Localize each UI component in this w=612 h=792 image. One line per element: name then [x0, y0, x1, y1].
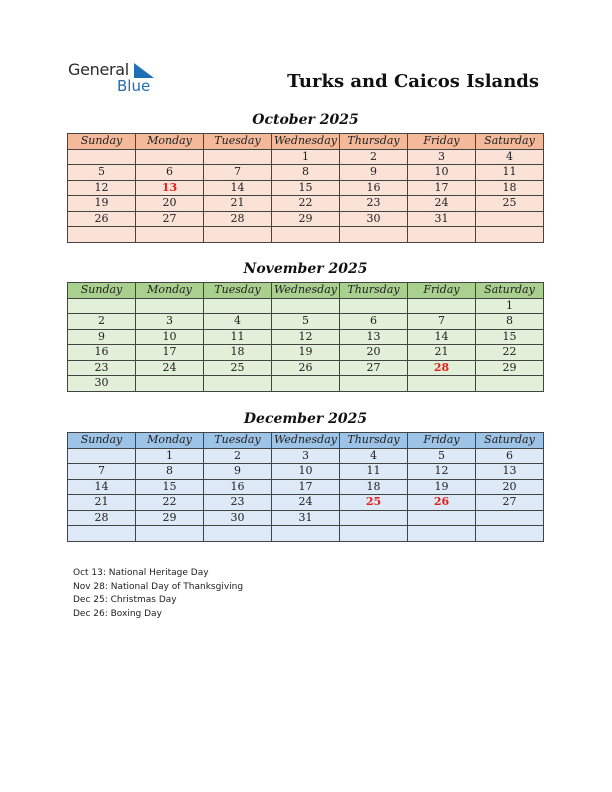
month-title-november: November 2025	[243, 261, 368, 277]
day-cell: 5	[408, 448, 476, 464]
empty-day-cell	[204, 376, 272, 392]
day-cell: 29	[476, 360, 544, 376]
empty-day-cell	[68, 526, 136, 542]
weekday-header: Friday	[408, 433, 476, 449]
weekday-header: Saturday	[476, 134, 544, 150]
weekday-header: Sunday	[68, 283, 136, 299]
empty-day-cell	[68, 149, 136, 165]
day-cell: 10	[136, 329, 204, 345]
weekday-header-row	[68, 433, 544, 449]
day-cell: 21	[68, 495, 136, 511]
day-cell: 26	[408, 495, 476, 511]
empty-day-cell	[408, 510, 476, 526]
weekday-header: Monday	[136, 134, 204, 150]
empty-day-cell	[476, 526, 544, 542]
day-cell: 21	[408, 345, 476, 361]
month-title-december: December 2025	[243, 411, 368, 427]
day-cell: 8	[136, 464, 204, 480]
day-cell: 26	[272, 360, 340, 376]
week-row	[68, 495, 544, 511]
holiday-note: Dec 25: Christmas Day	[73, 595, 177, 606]
holiday-note: Nov 28: National Day of Thanksgiving	[73, 581, 244, 592]
day-cell: 31	[408, 211, 476, 227]
day-cell: 2	[204, 448, 272, 464]
week-row	[68, 149, 544, 165]
day-cell: 23	[204, 495, 272, 511]
day-cell: 1	[136, 448, 204, 464]
day-cell: 11	[340, 464, 408, 480]
empty-day-cell	[476, 211, 544, 227]
week-row	[68, 526, 544, 542]
day-cell: 29	[136, 510, 204, 526]
weekday-header-row	[68, 134, 544, 150]
calendar-november	[67, 282, 544, 392]
weekday-header: Wednesday	[272, 134, 340, 150]
week-row	[68, 329, 544, 345]
empty-day-cell	[476, 376, 544, 392]
holiday-notes	[73, 567, 243, 621]
empty-day-cell	[272, 298, 340, 314]
day-cell: 8	[272, 165, 340, 181]
day-cell: 24	[408, 196, 476, 212]
week-row	[68, 180, 544, 196]
day-cell: 17	[136, 345, 204, 361]
weekday-header: Monday	[136, 283, 204, 299]
empty-day-cell	[68, 448, 136, 464]
day-cell: 12	[68, 180, 136, 196]
logo	[68, 60, 168, 96]
day-cell: 24	[272, 495, 340, 511]
day-cell: 19	[272, 345, 340, 361]
day-cell: 20	[476, 479, 544, 495]
day-cell: 10	[272, 464, 340, 480]
empty-day-cell	[408, 227, 476, 243]
day-cell: 23	[340, 196, 408, 212]
empty-day-cell	[68, 298, 136, 314]
day-cell: 25	[476, 196, 544, 212]
day-cell: 1	[476, 298, 544, 314]
holiday-note: Oct 13: National Heritage Day	[73, 568, 209, 578]
page-title: Turks and Caicos Islands	[287, 71, 539, 92]
empty-day-cell	[340, 376, 408, 392]
week-row	[68, 360, 544, 376]
weekday-header: Wednesday	[272, 283, 340, 299]
weekday-header: Thursday	[340, 134, 408, 150]
day-cell: 6	[340, 314, 408, 330]
day-cell: 4	[476, 149, 544, 165]
weekday-header: Tuesday	[204, 134, 272, 150]
day-cell: 13	[476, 464, 544, 480]
day-cell: 22	[272, 196, 340, 212]
weekday-header: Thursday	[340, 283, 408, 299]
day-cell: 30	[68, 376, 136, 392]
holiday-note: Dec 26: Boxing Day	[73, 608, 162, 619]
day-cell: 23	[68, 360, 136, 376]
day-cell: 12	[272, 329, 340, 345]
month-title-october: October 2025	[252, 112, 359, 128]
weekday-header: Sunday	[68, 134, 136, 150]
day-cell: 27	[340, 360, 408, 376]
day-cell: 18	[204, 345, 272, 361]
day-cell: 4	[204, 314, 272, 330]
day-cell: 15	[476, 329, 544, 345]
weekday-header: Friday	[408, 283, 476, 299]
empty-day-cell	[408, 376, 476, 392]
day-cell: 14	[408, 329, 476, 345]
empty-day-cell	[136, 376, 204, 392]
day-cell: 6	[136, 165, 204, 181]
day-cell: 28	[204, 211, 272, 227]
day-cell: 24	[136, 360, 204, 376]
week-row	[68, 211, 544, 227]
week-row	[68, 448, 544, 464]
empty-day-cell	[204, 227, 272, 243]
day-cell: 11	[476, 165, 544, 181]
empty-day-cell	[476, 227, 544, 243]
weekday-header: Sunday	[68, 433, 136, 449]
day-cell: 15	[136, 479, 204, 495]
day-cell: 22	[136, 495, 204, 511]
weekday-header: Friday	[408, 134, 476, 150]
day-cell: 26	[68, 211, 136, 227]
week-row	[68, 510, 544, 526]
logo-blue-text: Blue	[117, 77, 151, 95]
week-row	[68, 298, 544, 314]
empty-day-cell	[136, 526, 204, 542]
day-cell: 4	[340, 448, 408, 464]
week-row	[68, 376, 544, 392]
weekday-header: Tuesday	[204, 433, 272, 449]
empty-day-cell	[272, 526, 340, 542]
day-cell: 22	[476, 345, 544, 361]
week-row	[68, 464, 544, 480]
empty-day-cell	[340, 526, 408, 542]
day-cell: 20	[340, 345, 408, 361]
day-cell: 15	[272, 180, 340, 196]
day-cell: 7	[68, 464, 136, 480]
day-cell: 16	[204, 479, 272, 495]
day-cell: 13	[136, 180, 204, 196]
day-cell: 5	[68, 165, 136, 181]
day-cell: 6	[476, 448, 544, 464]
day-cell: 17	[408, 180, 476, 196]
day-cell: 7	[408, 314, 476, 330]
day-cell: 16	[340, 180, 408, 196]
day-cell: 3	[272, 448, 340, 464]
weekday-header: Thursday	[340, 433, 408, 449]
calendar-december	[67, 432, 544, 542]
calendar-october	[67, 133, 544, 243]
day-cell: 3	[136, 314, 204, 330]
day-cell: 18	[476, 180, 544, 196]
day-cell: 10	[408, 165, 476, 181]
empty-day-cell	[272, 227, 340, 243]
weekday-header: Saturday	[476, 283, 544, 299]
day-cell: 17	[272, 479, 340, 495]
empty-day-cell	[68, 227, 136, 243]
empty-day-cell	[204, 149, 272, 165]
day-cell: 29	[272, 211, 340, 227]
week-row	[68, 196, 544, 212]
day-cell: 11	[204, 329, 272, 345]
day-cell: 25	[340, 495, 408, 511]
day-cell: 2	[340, 149, 408, 165]
weekday-header: Monday	[136, 433, 204, 449]
day-cell: 16	[68, 345, 136, 361]
day-cell: 31	[272, 510, 340, 526]
weekday-header: Saturday	[476, 433, 544, 449]
week-row	[68, 345, 544, 361]
day-cell: 30	[204, 510, 272, 526]
empty-day-cell	[340, 227, 408, 243]
day-cell: 14	[204, 180, 272, 196]
day-cell: 28	[68, 510, 136, 526]
empty-day-cell	[408, 298, 476, 314]
day-cell: 7	[204, 165, 272, 181]
day-cell: 5	[272, 314, 340, 330]
day-cell: 19	[68, 196, 136, 212]
empty-day-cell	[136, 227, 204, 243]
day-cell: 1	[272, 149, 340, 165]
empty-day-cell	[204, 526, 272, 542]
empty-day-cell	[408, 526, 476, 542]
day-cell: 27	[136, 211, 204, 227]
day-cell: 25	[204, 360, 272, 376]
weekday-header-row	[68, 283, 544, 299]
day-cell: 14	[68, 479, 136, 495]
day-cell: 12	[408, 464, 476, 480]
empty-day-cell	[204, 298, 272, 314]
day-cell: 8	[476, 314, 544, 330]
weekday-header: Wednesday	[272, 433, 340, 449]
day-cell: 3	[408, 149, 476, 165]
week-row	[68, 479, 544, 495]
day-cell: 9	[68, 329, 136, 345]
empty-day-cell	[476, 510, 544, 526]
empty-day-cell	[136, 298, 204, 314]
day-cell: 13	[340, 329, 408, 345]
day-cell: 9	[340, 165, 408, 181]
week-row	[68, 227, 544, 243]
day-cell: 27	[476, 495, 544, 511]
day-cell: 18	[340, 479, 408, 495]
day-cell: 28	[408, 360, 476, 376]
logo-general-text: General	[68, 60, 129, 79]
weekday-header: Tuesday	[204, 283, 272, 299]
day-cell: 21	[204, 196, 272, 212]
empty-day-cell	[340, 510, 408, 526]
week-row	[68, 165, 544, 181]
empty-day-cell	[272, 376, 340, 392]
day-cell: 30	[340, 211, 408, 227]
empty-day-cell	[340, 298, 408, 314]
day-cell: 20	[136, 196, 204, 212]
day-cell: 19	[408, 479, 476, 495]
empty-day-cell	[136, 149, 204, 165]
day-cell: 2	[68, 314, 136, 330]
week-row	[68, 314, 544, 330]
day-cell: 9	[204, 464, 272, 480]
